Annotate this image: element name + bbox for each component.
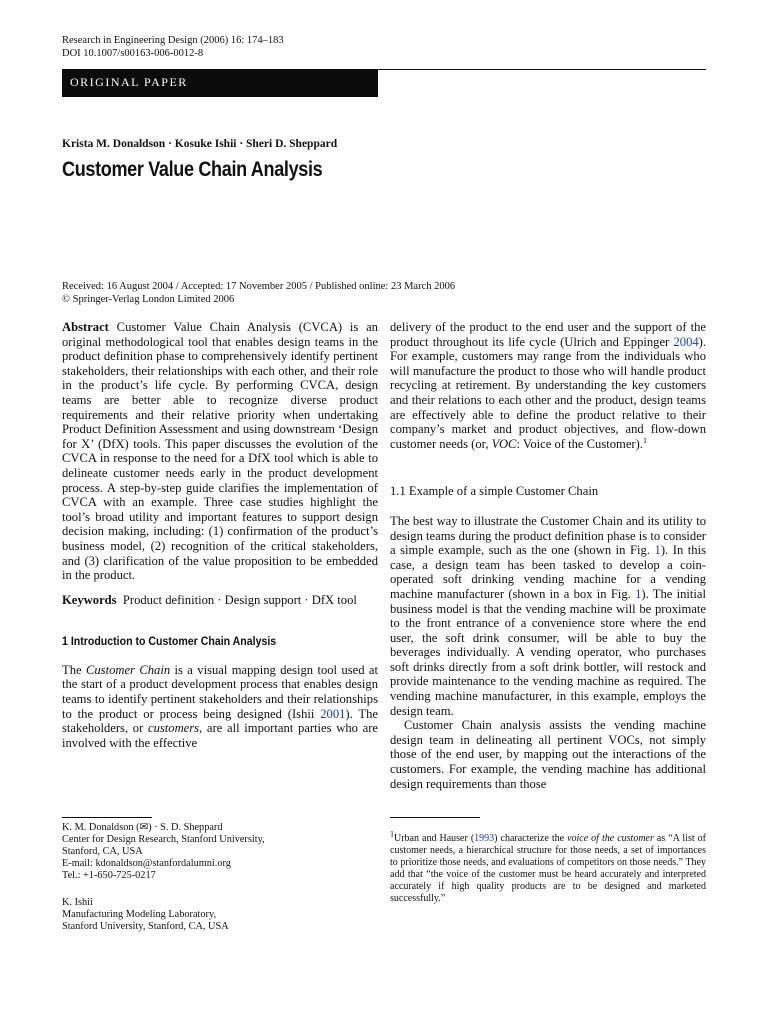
journal-citation (62, 34, 284, 60)
example-paragraph: The best way to illustrate the Customer Chain and its utility to design teams during the product definition phase is to consider a simple example, such as the one (shown in Fig. 1). In this case, a design team has been tasked to develop a coin-operated soft drinking vending machine for a vending machine manufacturer (shown in a box in Fig. 1). The initial business model is that the vending machine will be proximate to the front entrance of a convenience store where the end user, the soft drink consumer, will be able to buy the beverages individually. A vending operator, who purchases soft drinks directly from a soft drink bottler, will restock and provide maintenance to the vending machine as required. The vending machine manufacturer, in this example, employs the design team. (390, 513, 706, 718)
section-heading: 1 Introduction to Customer Chain Analysis (62, 636, 277, 649)
abstract (62, 320, 378, 583)
copyright-line: © Springer-Verlag London Limited 2006 (62, 294, 235, 305)
publication-dates (62, 280, 455, 306)
keywords-text: Product definition · Design support · DfX tool (122, 592, 357, 607)
affiliations (62, 822, 378, 933)
dates-line: Received: 16 August 2004 / Accepted: 17 November 2005 / Published online: 23 March 2006 (62, 281, 456, 292)
journal-line: Research in Engineering Design (2006) 16: 174–183 (62, 35, 284, 46)
affiliation-line: K. M. Donaldson (✉) · S. D. Sheppard (62, 822, 223, 833)
citation-link[interactable]: 2004 (673, 334, 699, 349)
abstract-label: Abstract (62, 320, 109, 334)
affiliation-line: K. Ishii (62, 897, 93, 908)
author-list: Krista M. Donaldson · Kosuke Ishii · Sheri D. Sheppard (62, 138, 338, 150)
citation-link[interactable]: 1993 (474, 833, 495, 844)
figure-link[interactable]: 1 (654, 543, 661, 558)
abstract-text: Customer Value Chain Analysis (CVCA) is an original methodological tool that enables design teams in the product definition phase to comprehensively identify pertinent stakeholders, their relationships with each other, and their role in the product’s life cycle. By performing CVCA, design teams are better able to recognize diverse product requirements and their relative priority when undertaking Product Definition Assessment and using downstream ‘Design for X’ (DfX) tools. This paper discusses the evolution of the CVCA in response to the need for a DfX tool which is able to delineate customer needs early in the product development process. A step-by-step guide clarifies the implementation of CVCA with an example. Three case studies highlight the tool’s broad utility and important features to support design decision making, including: (1) confirmation of the product’s business model, (2) recognition of the critical stakeholders, and (3) clarification of the value proposition to be embedded in the product. (62, 320, 378, 583)
keywords (62, 593, 378, 608)
subsection-heading: 1.1 Example of a simple Customer Chain (390, 484, 599, 499)
footnote-number: 1 (390, 829, 394, 839)
affiliation-line: Manufacturing Modeling Laboratory, (62, 909, 217, 920)
left-column (62, 320, 378, 750)
affiliation-line: Stanford University, Stanford, CA, USA (62, 921, 229, 932)
footnote-marker[interactable]: 1 (642, 435, 647, 445)
figure-link[interactable]: 1 (635, 586, 642, 601)
keywords-label: Keywords (62, 592, 117, 607)
footnote: $^1$Urban and Hauser (1993) characterize the voice of the customer as “A list of customer needs, a hierarchical structure for those needs, a set of importances to prioritize those needs, and evaluations of competitors on those needs.” They add that “the voice of the customer must be heard accurately and interpreted accurately if high quality products are to be designed and marketed successfully.” (390, 829, 706, 904)
paper-title: Customer Value Chain Analysis (62, 158, 323, 181)
affiliation-line: Center for Design Research, Stanford University, (62, 834, 265, 845)
intro-paragraph-continued: delivery of the product to the end user and the support of the product throughout its life cycle (Ulrich and Eppinger 2004). For example, customers may range from the individuals who will manufacture the product to those who will handle product recycling at retirement. By understanding the key customers and their relations to each other and the product, design teams are effectively able to define the product relative to their company’s market and product objectives, and flow-down customer needs (or, VOC: Voice of the Customer).$^1$ (390, 320, 706, 451)
affiliation-line: Stanford, CA, USA (62, 846, 143, 857)
analysis-paragraph: Customer Chain analysis assists the vending machine design team in delineating all pertinent VOCs, not simply those of the end user, by mapping out the interactions of the customers. For example, the vending machine has additional design requirements than those (390, 718, 706, 791)
affiliation-rule (62, 817, 152, 818)
right-column (390, 320, 706, 791)
phone-line: Tel.: +1-650-725-0217 (62, 870, 156, 881)
email-line: E-mail: kdonaldson@stanfordalumni.org (62, 858, 231, 869)
citation-link[interactable]: 2001 (320, 706, 346, 721)
intro-paragraph: The Customer Chain is a visual mapping design tool used at the start of a product development process that enables design teams to identify pertinent stakeholders and their relationships to the product or process being designed (Ishii 2001). The stakeholders, or customers, are all important parties who are involved with the effective (62, 662, 378, 750)
footnote-rule (390, 817, 480, 818)
doi-line: DOI 10.1007/s00163-006-0012-8 (62, 48, 204, 59)
article-type-banner: ORIGINAL PAPER (62, 69, 378, 97)
